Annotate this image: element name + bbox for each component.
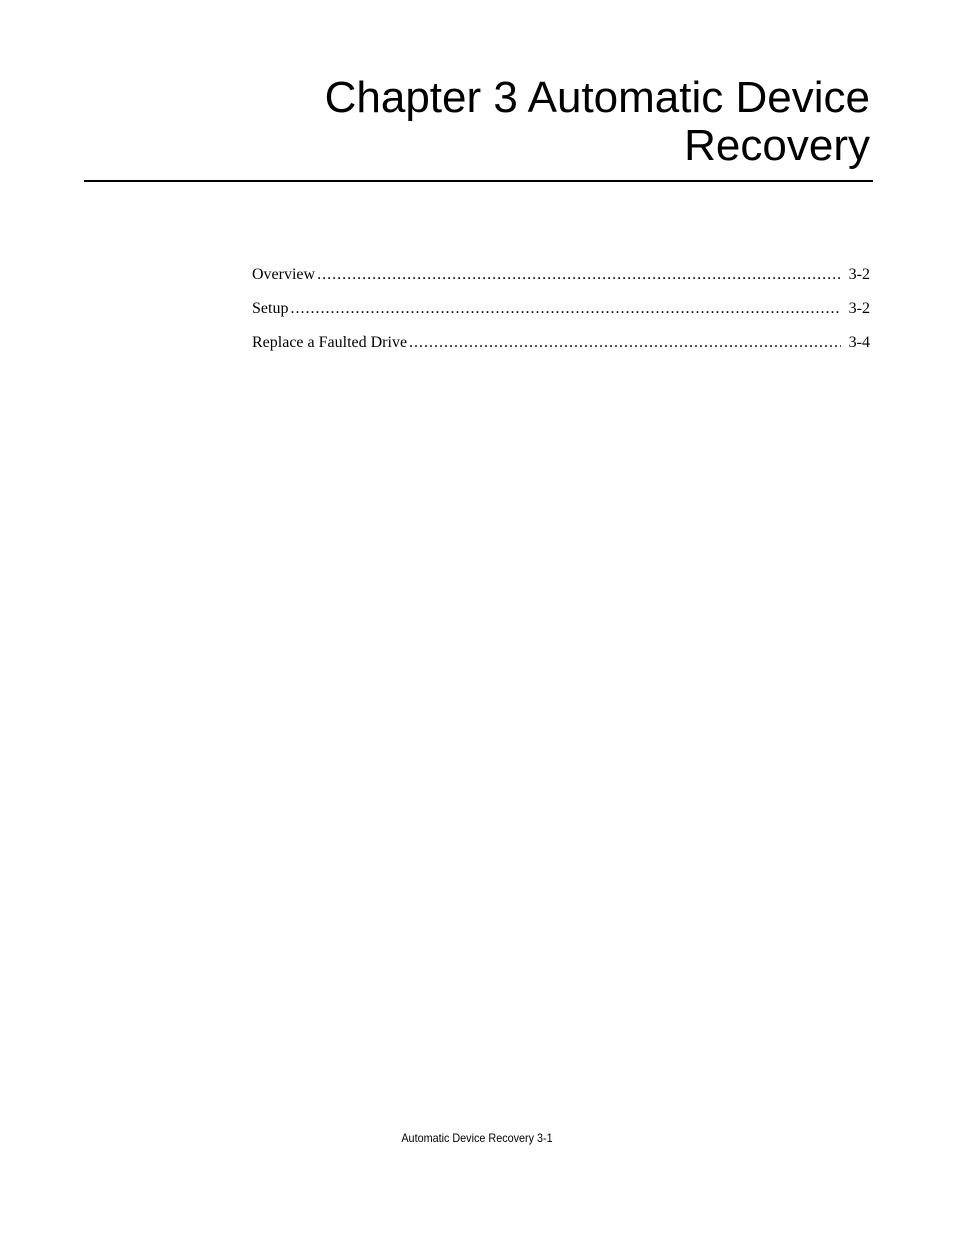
page-footer: Automatic Device Recovery 3-1 <box>401 1131 553 1145</box>
toc-dot-leader <box>317 264 841 286</box>
toc-page-number: 3-4 <box>848 334 870 351</box>
title-rule <box>84 180 873 182</box>
chapter-title-line-1: Chapter 3 Automatic Device <box>324 73 870 122</box>
toc-dot-leader <box>290 298 840 320</box>
chapter-title-line-2: Recovery <box>684 121 870 170</box>
toc-entry-setup[interactable] <box>252 298 870 332</box>
toc-dot-leader <box>409 332 841 354</box>
toc-entry-overview[interactable] <box>252 264 870 298</box>
chapter-title <box>84 74 870 170</box>
toc-entry-label: Overview <box>252 266 316 283</box>
toc-page-number: 3-2 <box>848 300 870 317</box>
toc-entry-replace-faulted-drive[interactable] <box>252 332 870 366</box>
table-of-contents <box>252 264 870 366</box>
toc-page-number: 3-2 <box>848 266 870 283</box>
toc-entry-label: Replace a Faulted Drive <box>252 334 408 351</box>
toc-entry-label: Setup <box>252 300 289 317</box>
